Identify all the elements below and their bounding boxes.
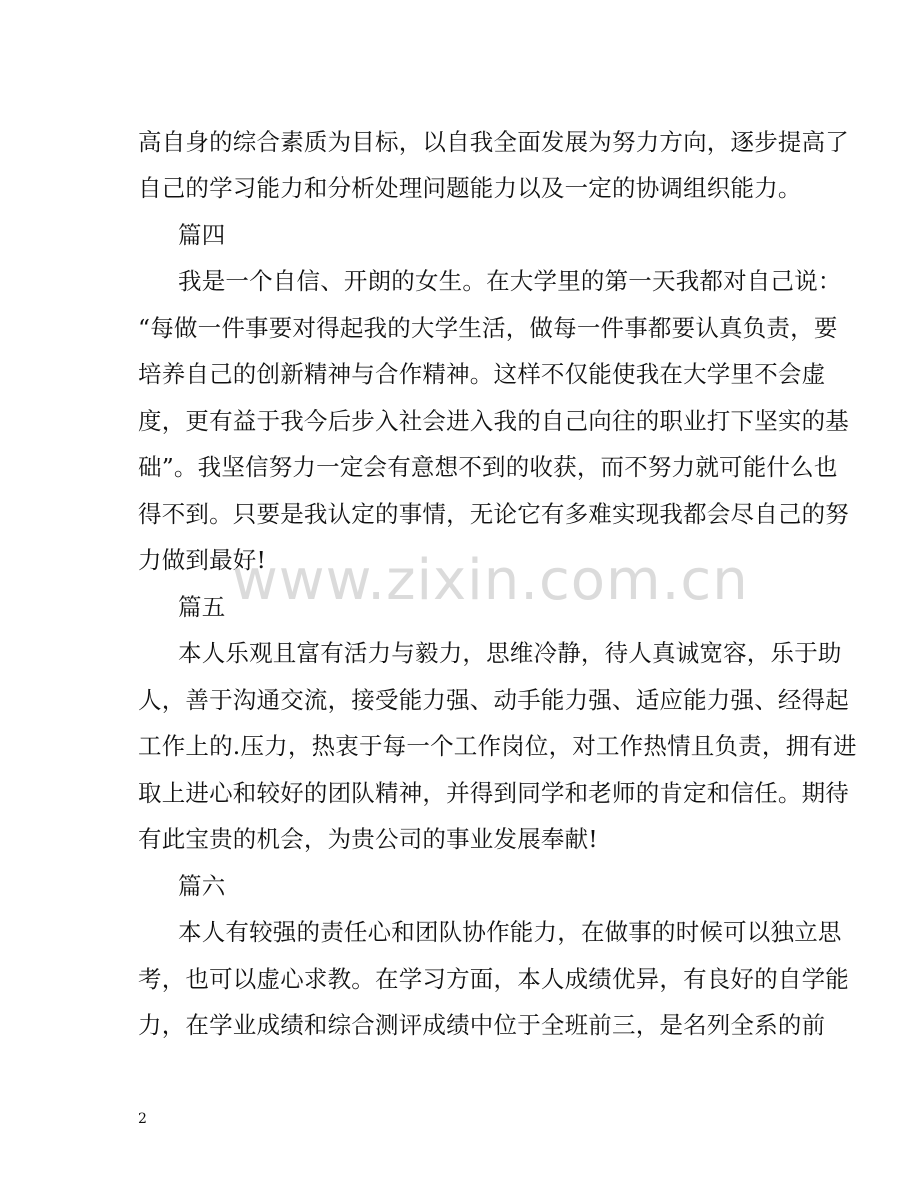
text-line: 本人乐观且富有活力与毅力，思维冷静，待人真诚宽容，乐于助 — [178, 639, 842, 667]
text-line: 有此宝贵的机会，为贵公司的事业发展奉献! — [138, 825, 598, 853]
text-line: 度，更有益于我今后步入社会进入我的自己向往的职业打下坚实的基 — [138, 407, 849, 435]
text-line: 工作上的.压力，热衷于每一个工作岗位，对工作热情且负责，拥有进 — [138, 732, 857, 760]
text-line: 本人有较强的责任心和团队协作能力，在做事的时候可以独立思 — [178, 918, 842, 946]
page-number: 2 — [138, 1111, 147, 1127]
text-line: 取上进心和较好的团队精神，并得到同学和老师的肯定和信任。期待 — [138, 779, 849, 807]
text-line: 我是一个自信、开朗的女生。在大学里的第一天我都对自己说： — [178, 267, 842, 295]
text-line: 力做到最好! — [138, 546, 267, 574]
section-heading: 篇五 — [178, 593, 226, 621]
watermark: www.zixin.com.cn — [232, 548, 749, 613]
text-line: 自己的学习能力和分析处理问题能力以及一定的协调组织能力。 — [138, 174, 802, 202]
text-line: “每做一件事要对得起我的大学生活，做每一件事都要认真负责，要 — [138, 314, 838, 342]
text-line: 力，在学业成绩和综合测评成绩中位于全班前三，是名列全系的前 — [138, 1011, 826, 1039]
text-line: 得不到。只要是我认定的事情，无论它有多难实现我都会尽自己的努 — [138, 500, 849, 528]
text-line: 考，也可以虚心求教。在学习方面，本人成绩优异，有良好的自学能 — [138, 965, 849, 993]
text-line: 人，善于沟通交流，接受能力强、动手能力强、适应能力强、经得起 — [138, 686, 849, 714]
text-line: 础”。我坚信努力一定会有意想不到的收获，而不努力就可能什么也 — [138, 453, 838, 481]
section-heading: 篇四 — [178, 221, 226, 249]
text-line: 培养自己的创新精神与合作精神。这样不仅能使我在大学里不会虚 — [138, 360, 826, 388]
section-heading: 篇六 — [178, 872, 226, 900]
text-line: 高自身的综合素质为目标，以自我全面发展为努力方向，逐步提高了 — [138, 128, 849, 156]
